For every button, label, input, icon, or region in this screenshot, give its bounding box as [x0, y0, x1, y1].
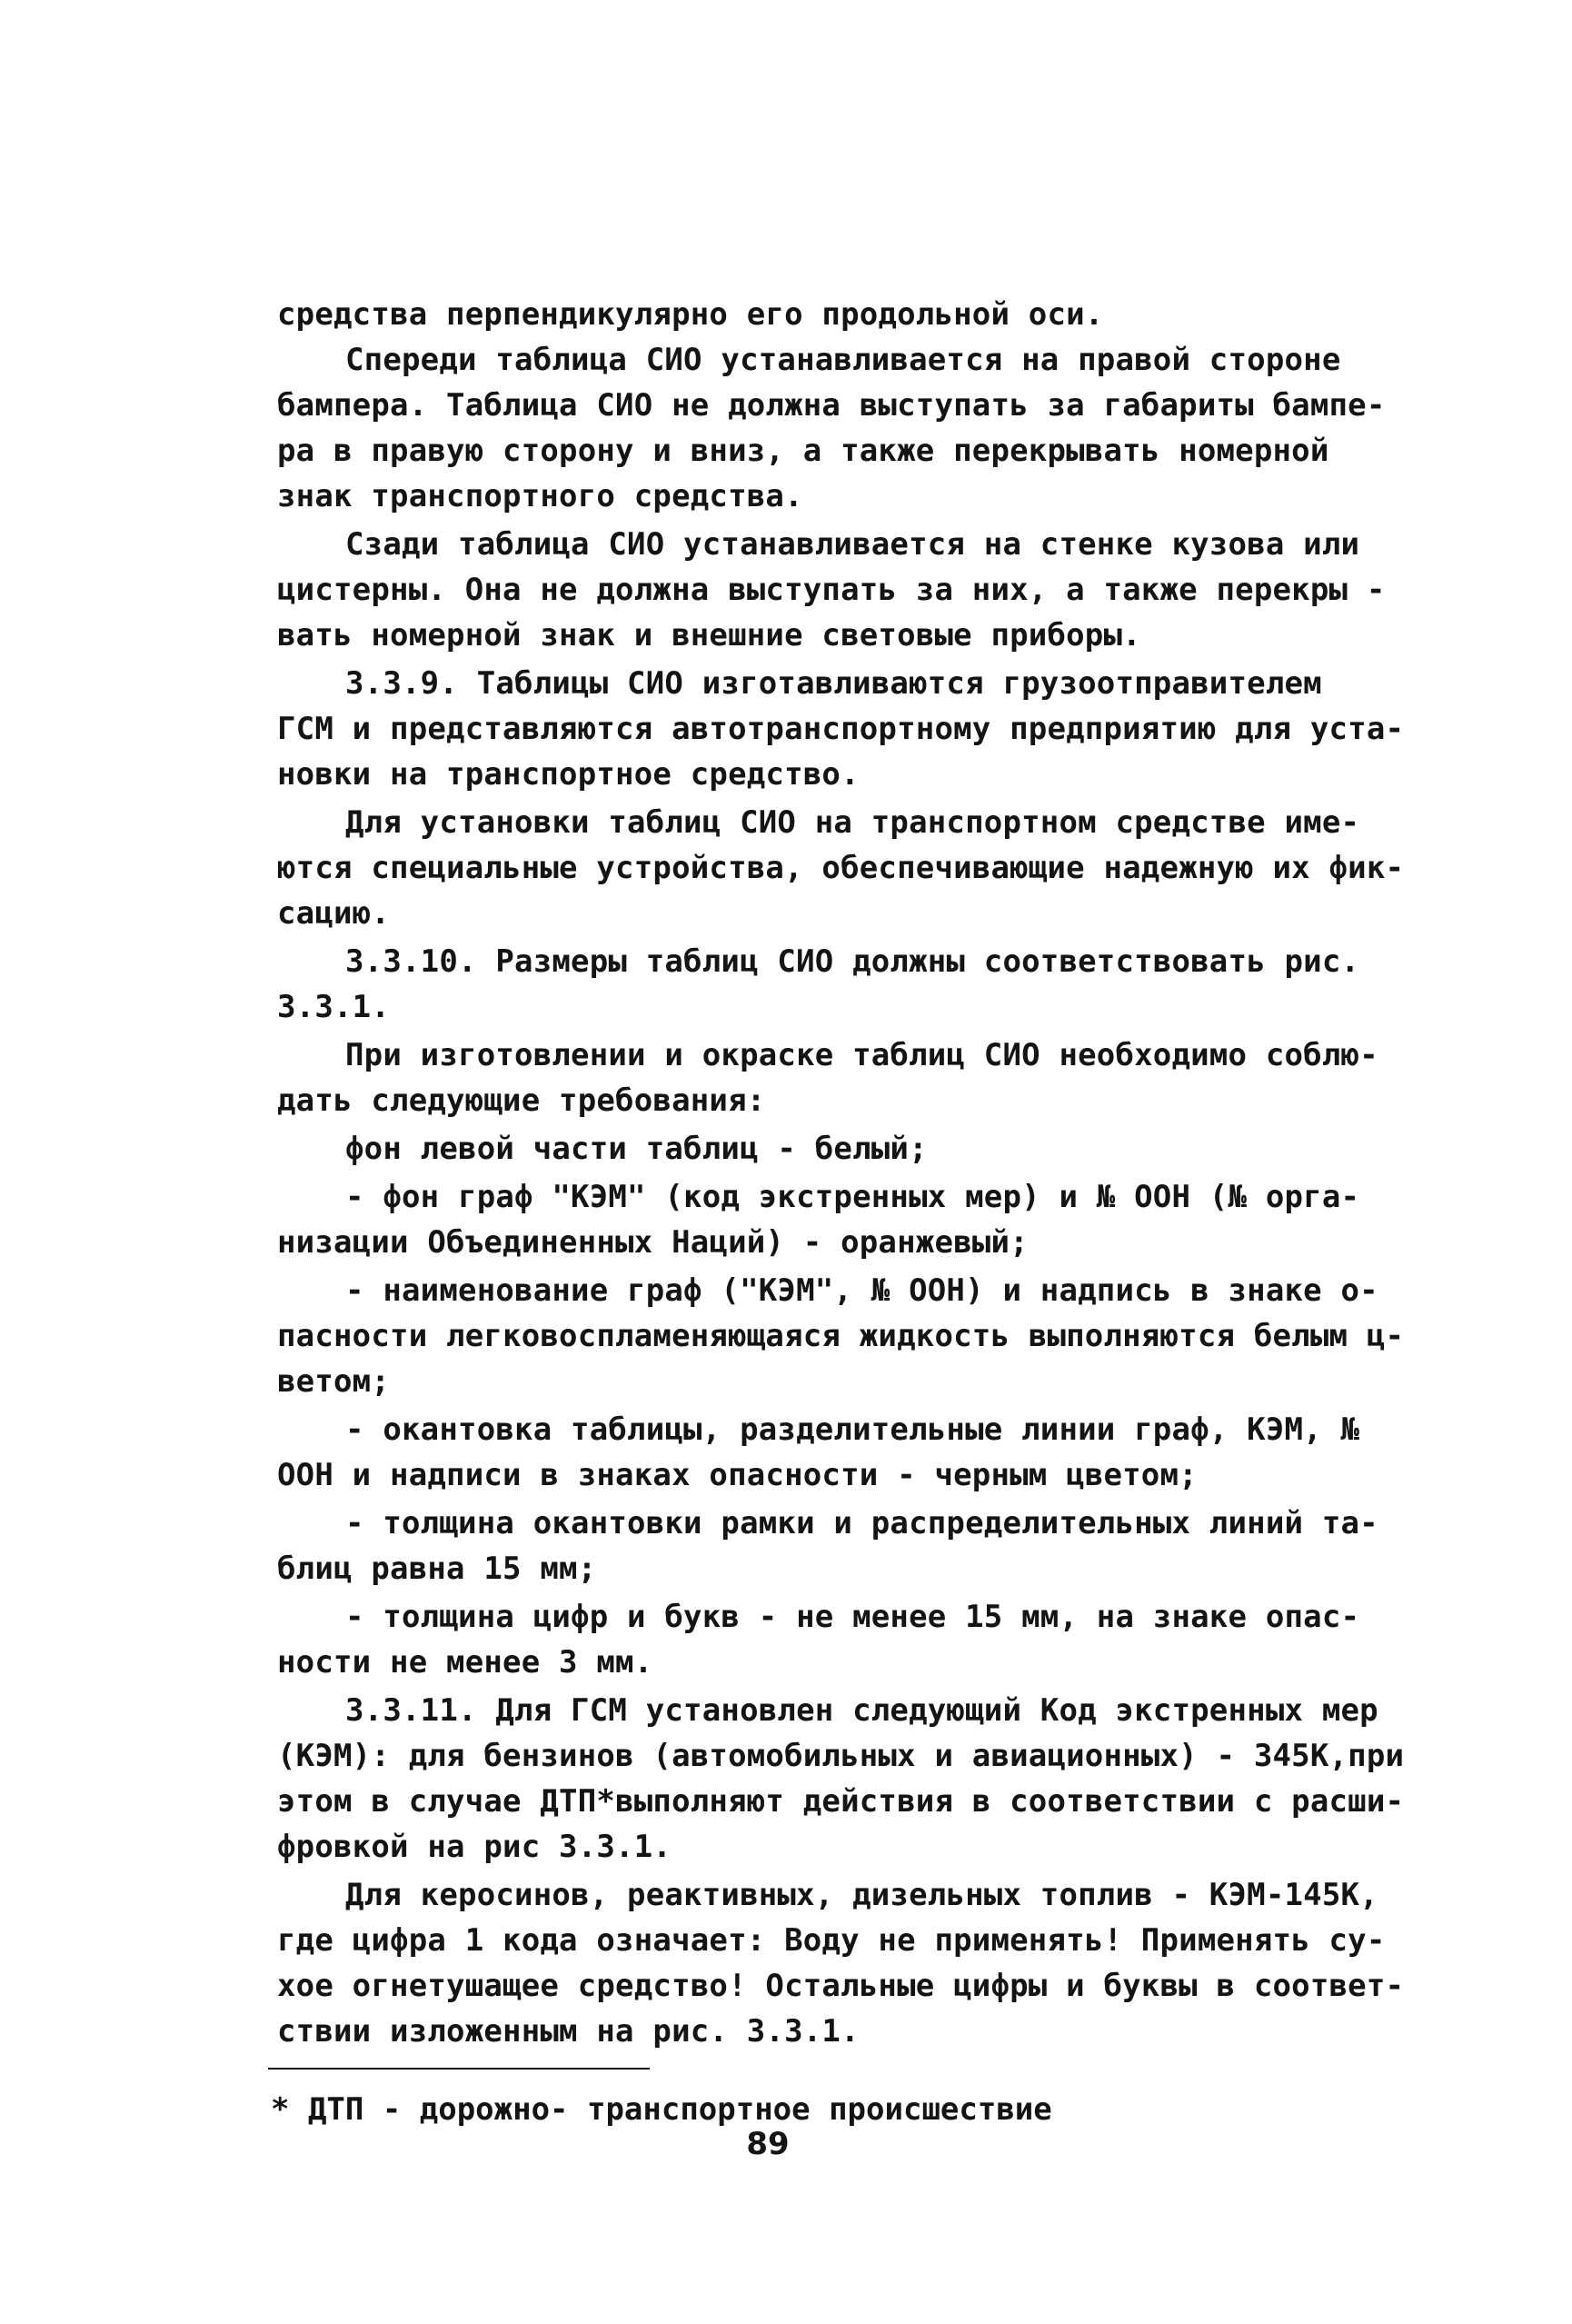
- text-line-35: Для керосинов, реактивных, дизельных топлив - КЭМ-145К,: [345, 1877, 1378, 1913]
- text-line-31: 3.3.11. Для ГСМ установлен следующий Код экстренных мер: [345, 1692, 1378, 1729]
- text-line-37: хое огнетушащее средство! Остальные цифры и буквы в соответ-: [277, 1968, 1405, 2004]
- text-line-20: - фон граф "КЭМ" (код экстренных мер) и № ООН (№ орга-: [345, 1179, 1360, 1215]
- page-number: 89: [746, 2126, 790, 2162]
- text-line-16: 3.3.1.: [277, 989, 391, 1025]
- text-line-23: пасности легковоспламеняющаяся жидкость выполняются белым ц-: [277, 1318, 1405, 1354]
- footnote-separator: [268, 2068, 650, 2070]
- text-line-13: ются специальные устройства, обеспечивающие надежную их фик-: [277, 850, 1405, 886]
- text-line-18: дать следующие требования:: [277, 1082, 766, 1119]
- text-line-24: ветом;: [277, 1363, 391, 1400]
- text-line-25: - окантовка таблицы, разделительные линии граф, КЭМ, №: [345, 1411, 1360, 1448]
- text-line-33: этом в случае ДТП*выполняют действия в соответствии с расши-: [277, 1783, 1405, 1820]
- text-line-36: где цифра 1 кода означает: Воду не применять! Применять су-: [277, 1922, 1386, 1959]
- text-line-32: (КЭМ): для бензинов (автомобильных и авиационных) - 345К,при: [277, 1738, 1405, 1774]
- text-line-12: Для установки таблиц СИО на транспортном средстве име-: [345, 804, 1360, 841]
- text-line-11: новки на транспортное средство.: [277, 756, 860, 793]
- text-line-10: ГСМ и представляются автотранспортному предприятию для уста-: [277, 711, 1405, 747]
- text-line-30: ности не менее 3 мм.: [277, 1644, 653, 1681]
- text-line-4: ра в правую сторону и вниз, а также перекрывать номерной: [277, 433, 1329, 469]
- text-line-7: цистерны. Она не должна выступать за них, а также перекры -: [277, 572, 1386, 608]
- text-line-38: ствии изложенным на рис. 3.3.1.: [277, 2013, 860, 2050]
- text-line-3: бампера. Таблица СИО не должна выступать за габариты бампе-: [277, 387, 1386, 424]
- text-line-6: Сзади таблица СИО устанавливается на стенке кузова или: [345, 526, 1360, 563]
- text-line-15: 3.3.10. Размеры таблиц СИО должны соответствовать рис.: [345, 943, 1360, 980]
- text-line-27: - толщина окантовки рамки и распределительных линий та-: [345, 1505, 1378, 1541]
- text-line-2: Спереди таблица СИО устанавливается на правой стороне: [345, 342, 1341, 378]
- text-line-34: фровкой на рис 3.3.1.: [277, 1829, 672, 1865]
- text-line-9: 3.3.9. Таблицы СИО изготавливаются грузоотправителем: [345, 665, 1322, 702]
- text-line-1: средства перпендикулярно его продольной оси.: [277, 296, 1104, 333]
- text-line-5: знак транспортного средства.: [277, 478, 803, 514]
- text-line-28: блиц равна 15 мм;: [277, 1551, 597, 1587]
- text-line-21: низации Объединенных Наций) - оранжевый;: [277, 1224, 1029, 1261]
- text-line-19: фон левой части таблиц - белый;: [345, 1131, 928, 1167]
- text-line-22: - наименование граф ("КЭМ", № ООН) и надпись в знаке о-: [345, 1272, 1378, 1309]
- text-line-17: При изготовлении и окраске таблиц СИО необходимо соблю-: [345, 1037, 1378, 1073]
- text-line-14: сацию.: [277, 895, 391, 932]
- text-line-26: ООН и надписи в знаках опасности - черным цветом;: [277, 1457, 1198, 1493]
- text-line-8: вать номерной знак и внешние световые приборы.: [277, 617, 1141, 653]
- text-line-29: - толщина цифр и букв - не менее 15 мм, на знаке опас-: [345, 1599, 1360, 1635]
- footnote: * ДТП - дорожно- транспортное происшествие: [271, 2091, 1052, 2128]
